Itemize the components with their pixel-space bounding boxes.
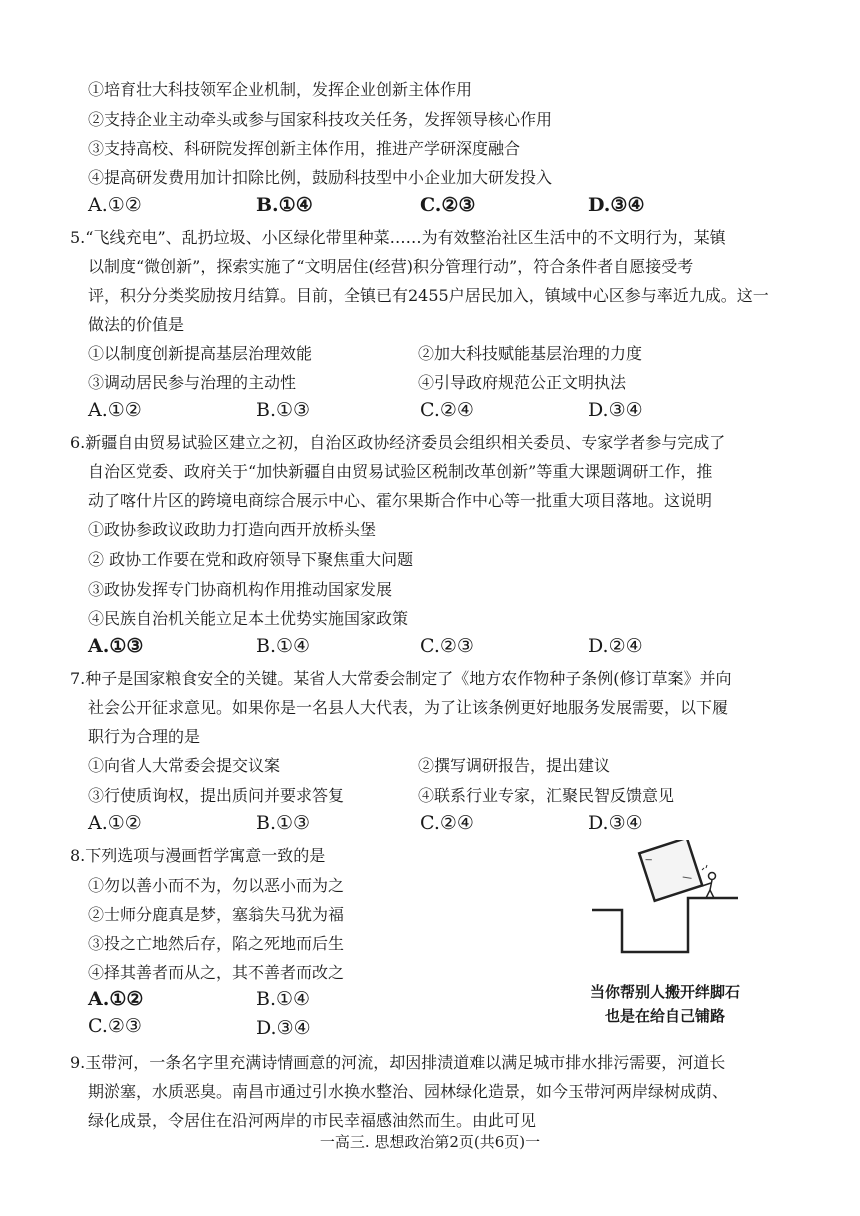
q5-option-c: C.②④ [420,399,474,421]
q9-stem-line-3: 绿化成景，令居住在沿河两岸的市民幸福感油然而生。由此可见 [88,1111,537,1130]
comic-ground [592,898,738,952]
q7-stem-line-3: 职行为合理的是 [88,727,201,746]
q7-item-3: ③行使质询权，提出质问并要求答复 [88,786,345,805]
q5-stem-line-3: 评，积分分类奖励按月结算。目前，全镇已有2455户居民加入，镇域中心区参与率近九成。这一 [88,286,769,305]
q7-option-b: B.①③ [256,812,311,834]
comic-boulder [639,840,702,901]
q7-item-1: ①向省人大常委会提交议案 [88,756,281,775]
q7-item-4: ④联系行业专家，汇聚民智反馈意见 [418,786,675,805]
comic-illustration [590,840,740,960]
q8-stem: 8.下列选项与漫画哲学寓意一致的是 [70,846,326,865]
q4-option-a: A.①② [88,194,142,216]
q5-item-2: ②加大科技赋能基层治理的力度 [418,344,643,363]
q8-item-3: ③投之亡地然后存，陷之死地而后生 [88,934,345,953]
q9-stem-line-1: 9.玉带河，一条名字里充满诗情画意的河流，却因排渍道难以满足城市排水排污需要，河道长 [70,1053,726,1072]
q8-option-b: B.①④ [256,988,311,1010]
q4-item-2: ②支持企业主动牵头或参与国家科技攻关任务，发挥领导核心作用 [88,110,553,129]
q7-stem-line-2: 社会公开征求意见。如果你是一名县人大代表，为了让该条例更好地服务发展需要，以下履 [88,698,729,717]
q6-option-a: A.①③ [88,635,144,657]
q6-option-d: D.②④ [588,635,643,657]
q6-item-1: ①政协参政议政助力打造向西开放桥头堡 [88,520,377,539]
comic-caption-line-2: 也是在给自己铺路 [604,1007,725,1025]
q8-option-c: C.②③ [88,1015,142,1037]
q5-stem-line-1: 5.“飞线充电”、乱扔垃圾、小区绿化带里种菜……为有效整治社区生活中的不文明行为，某镇 [70,228,726,247]
q8-option-a: A.①② [88,988,144,1010]
q5-option-a: A.①② [88,399,142,421]
q7-option-c: C.②④ [420,812,474,834]
q5-option-b: B.①③ [256,399,311,421]
q4-option-d: D.③④ [588,194,645,216]
q5-item-1: ①以制度创新提高基层治理效能 [88,344,313,363]
q8-item-1: ①勿以善小而不为，勿以恶小而为之 [88,876,345,895]
q6-stem-line-3: 动了喀什片区的跨境电商综合展示中心、霍尔果斯合作中心等一批重大项目落地。这说明 [88,491,713,510]
q8-option-d: D.③④ [256,1017,311,1039]
comic-caption-line-1: 当你帮别人搬开绊脚石 [589,983,740,1001]
q6-stem-line-1: 6.新疆自由贸易试验区建立之初，自治区政协经济委员会组织相关委员、专家学者参与完成了 [70,433,726,452]
q5-stem-line-2: 以制度“微创新”，探索实施了“文明居住(经营)积分管理行动”，符合条件者自愿接受考 [88,257,694,276]
q5-item-3: ③调动居民参与治理的主动性 [88,373,297,392]
q4-item-1: ①培育壮大科技领军企业机制，发挥企业创新主体作用 [88,80,473,99]
q7-option-a: A.①② [88,812,142,834]
q5-option-d: D.③④ [588,399,643,421]
q4-item-3: ③支持高校、科研院发挥创新主体作用，推进产学研深度融合 [88,139,521,158]
q5-stem-line-4: 做法的价值是 [88,315,185,334]
q5-item-4: ④引导政府规范公正文明执法 [418,373,627,392]
q8-item-2: ②士师分鹿真是梦，塞翁失马犹为福 [88,905,345,924]
q7-option-d: D.③④ [588,812,643,834]
q8-item-4: ④择其善者而从之，其不善者而改之 [88,963,345,982]
q4-item-4: ④提高研发费用加计扣除比例，鼓励科技型中小企业加大研发投入 [88,168,553,187]
q6-option-c: C.②③ [420,635,474,657]
q4-option-c: C.②③ [420,194,476,216]
q4-option-b: B.①④ [256,194,313,216]
q7-item-2: ②撰写调研报告，提出建议 [418,756,611,775]
page-footer: 一高三. 思想政治第2页(共6页)一 [319,1133,541,1151]
q6-item-2: ② 政协工作要在党和政府领导下聚焦重大问题 [88,550,414,569]
q6-item-4: ④民族自治机关能立足本土优势实施国家政策 [88,609,409,628]
q6-option-b: B.①④ [256,635,311,657]
q9-stem-line-2: 期淤塞，水质恶臭。南昌市通过引水换水整治、园林绿化造景，如今玉带河两岸绿树成荫、 [88,1082,729,1101]
q6-stem-line-2: 自治区党委、政府关于“加快新疆自由贸易试验区税制改革创新”等重大课题调研工作，推 [88,462,713,481]
q7-stem-line-1: 7.种子是国家粮食安全的关键。某省人大常委会制定了《地方农作物种子条例(修订草案》并向 [70,669,732,688]
q6-item-3: ③政协发挥专门协商机构作用推动国家发展 [88,580,393,599]
comic-person [702,865,716,898]
